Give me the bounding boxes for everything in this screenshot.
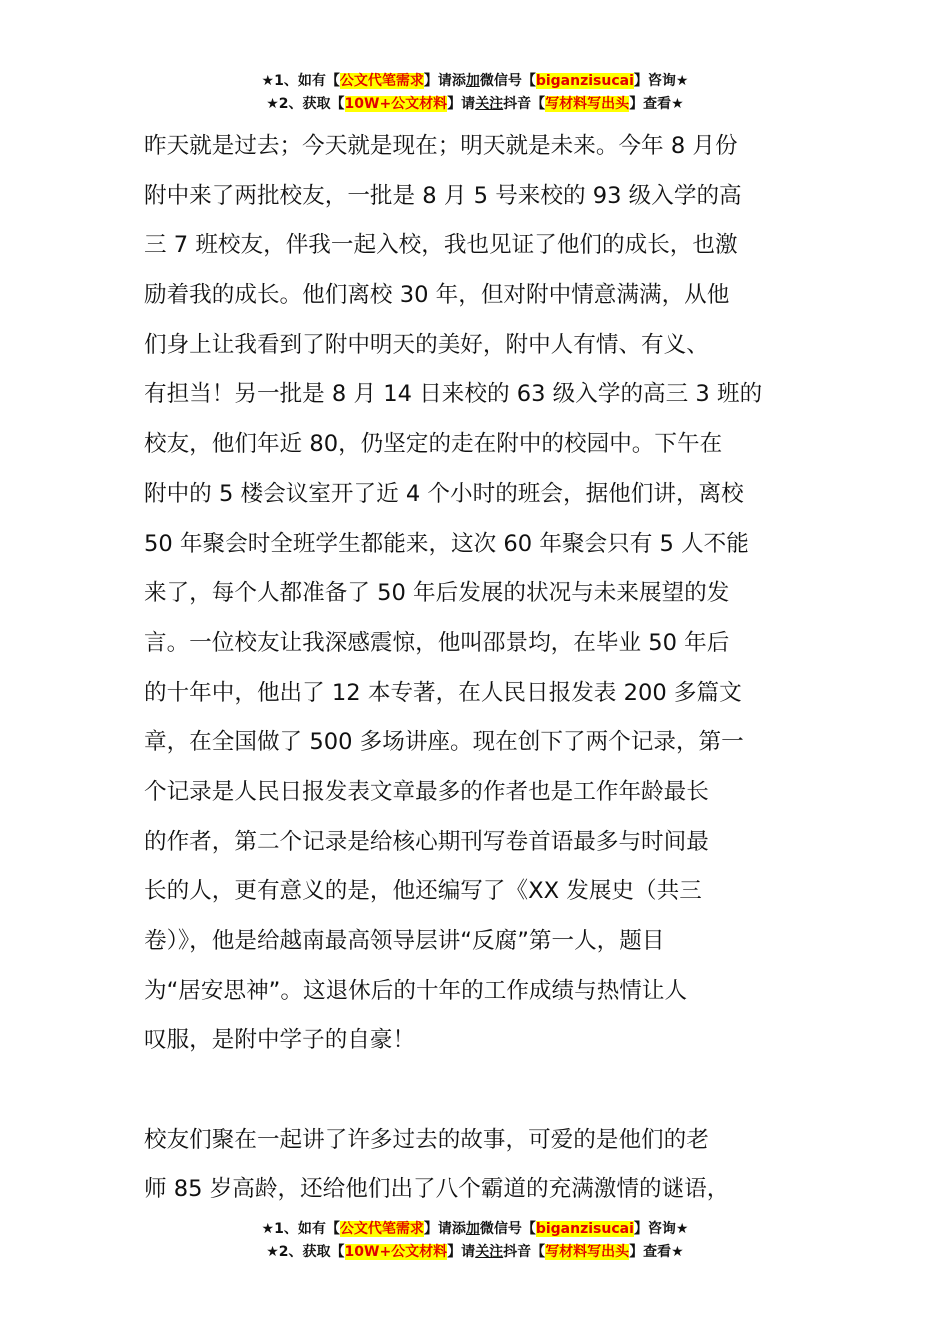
banner-underline: 加: [465, 73, 480, 89]
banner-underline: 关注: [475, 96, 504, 112]
banner-highlight: 10W+公文材料: [344, 1244, 448, 1260]
banner-text: 】请添: [423, 1221, 466, 1237]
text-line: 励着我的成长。他们离校 30 年，但对附中情意满满，从他: [144, 282, 730, 309]
banner-highlight: 10W+公文材料: [344, 96, 448, 112]
banner-line-1: [0, 1218, 950, 1241]
banner-highlight-douyin: 写材料写出头: [545, 96, 630, 112]
text-line: 叹服，是附中学子的自豪！: [144, 1027, 416, 1054]
banner-line-2: [0, 93, 950, 116]
text-line: 附中来了两批校友，一批是 8 月 5 号来校的 93 级入学的高: [144, 182, 742, 209]
text-line: 有担当！另一批是 8 月 14 日来校的 63 级入学的高三 3 班的: [144, 381, 763, 408]
text-line: 个记录是人民日报发表文章最多的作者也是工作年龄最长: [144, 778, 709, 805]
banner-text: 】请: [447, 96, 476, 112]
banner-text: ★1、如有【: [261, 73, 340, 89]
banner-text: 微信号【: [479, 73, 536, 89]
banner-highlight: 公文代笔需求: [339, 1221, 424, 1237]
banner-text: 】咨询★: [633, 73, 689, 89]
paragraph-2: [144, 1116, 808, 1215]
paragraph-spacer: [144, 1066, 808, 1116]
bottom-banner: [0, 1218, 950, 1264]
text-line: 长的人，更有意义的是，他还编写了《XX 发展史（共三: [144, 878, 702, 905]
banner-text: 】查看★: [629, 96, 684, 112]
text-line: 的作者，第二个记录是给核心期刊写卷首语最多与时间最: [144, 828, 709, 855]
document-body: [144, 122, 808, 1215]
text-line: 的十年中，他出了 12 本专著，在人民日报发表 200 多篇文: [144, 679, 742, 706]
paragraph-1: [144, 122, 808, 1066]
banner-line-2: [0, 1241, 950, 1264]
banner-text: 微信号【: [479, 1221, 536, 1237]
text-line: 言。一位校友让我深感震惊，他叫邵景均，在毕业 50 年后: [144, 629, 730, 656]
banner-text: 】咨询★: [633, 1221, 689, 1237]
banner-text: 】查看★: [629, 1244, 684, 1260]
text-line: 们身上让我看到了附中明天的美好，附中人有情、有义、: [144, 331, 709, 358]
text-line: 附中的 5 楼会议室开了近 4 个小时的班会，据他们讲，离校: [144, 480, 744, 507]
text-line: 校友们聚在一起讲了许多过去的故事，可爱的是他们的老: [144, 1126, 709, 1153]
text-line: 50 年聚会时全班学生都能来，这次 60 年聚会只有 5 人不能: [144, 530, 749, 557]
text-line: 章，在全国做了 500 多场讲座。现在创下了两个记录，第一: [144, 729, 744, 756]
text-line: 三 7 班校友，伴我一起入校，我也见证了他们的成长，也激: [144, 232, 738, 259]
banner-text: 】请: [447, 1244, 476, 1260]
banner-text: 】请添: [423, 73, 466, 89]
text-line: 师 85 岁高龄，还给他们出了八个霸道的充满激情的谜语，: [144, 1176, 730, 1203]
banner-text: ★2、获取【: [266, 1244, 345, 1260]
text-line: 校友，他们年近 80，仍坚定的走在附中的校园中。下午在: [144, 431, 723, 458]
text-line: 昨天就是过去；今天就是现在；明天就是未来。今年 8 月份: [144, 133, 738, 159]
banner-underline: 关注: [475, 1244, 504, 1260]
banner-text: 抖音【: [503, 1244, 546, 1260]
banner-text: 抖音【: [503, 96, 546, 112]
banner-text: ★2、获取【: [266, 96, 345, 112]
text-line: 来了，每个人都准备了 50 年后发展的状况与未来展望的发: [144, 580, 730, 607]
banner-text: ★1、如有【: [261, 1221, 340, 1237]
banner-underline: 加: [465, 1221, 480, 1237]
banner-line-1: [0, 70, 950, 93]
text-line: 卷）》，他是给越南最高领导层讲“反腐”第一人，题目: [144, 928, 665, 954]
banner-highlight: 公文代笔需求: [339, 73, 424, 89]
banner-highlight-douyin: 写材料写出头: [545, 1244, 630, 1260]
top-banner: [0, 70, 950, 116]
banner-highlight-wechat-id: biganzisucai: [535, 1221, 634, 1237]
banner-highlight-wechat-id: biganzisucai: [535, 73, 634, 89]
text-line: 为“居安思神”。这退休后的十年的工作成绩与热情让人: [144, 977, 688, 1004]
